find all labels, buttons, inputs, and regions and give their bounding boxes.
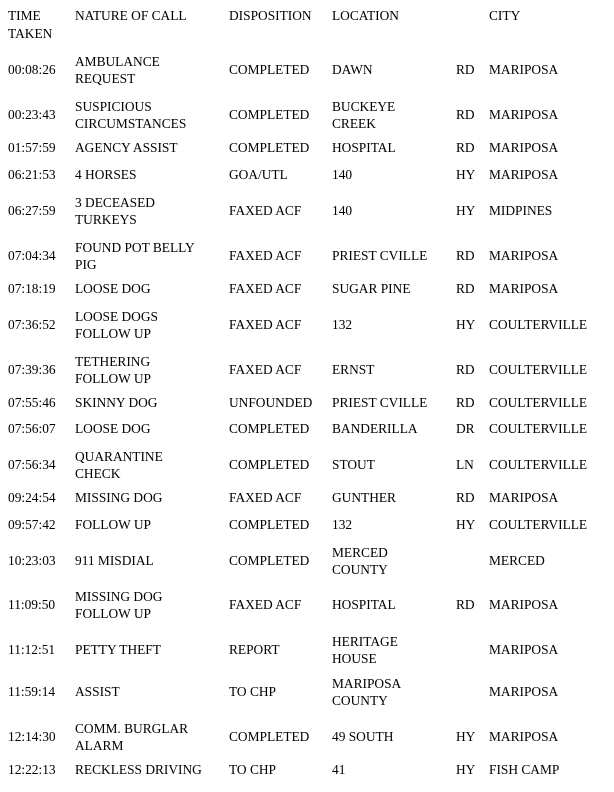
city-cell: MARIPOSA [489, 167, 559, 183]
location-line: HOSPITAL [332, 140, 396, 156]
nature-cell [75, 674, 227, 710]
header-row [0, 7, 614, 43]
location-cell [332, 719, 454, 755]
city-cell: COULTERVILLE [489, 421, 588, 437]
table-row [0, 516, 614, 534]
nature-cell [75, 238, 227, 274]
table-row [0, 139, 614, 157]
street-type-cell: RD [456, 248, 475, 264]
location-line: BANDERILLA [332, 421, 418, 437]
nature-line: LOOSE DOG [75, 421, 151, 437]
location-line: 41 [332, 762, 346, 778]
city-cell: MARIPOSA [489, 140, 559, 156]
location-line: COUNTY [332, 693, 388, 708]
disposition-cell: COMPLETED [229, 517, 310, 533]
street-type-cell: HY [456, 762, 476, 778]
table-row [0, 166, 614, 184]
time-cell: 09:24:54 [8, 490, 56, 506]
time-cell: 09:57:42 [8, 517, 56, 533]
location-line: BUCKEYE [332, 98, 396, 114]
nature-line: 911 MISDIAL [75, 553, 154, 569]
location-cell [332, 52, 454, 88]
nature-cell [75, 761, 227, 779]
location-cell [332, 587, 454, 623]
nature-cell [75, 447, 227, 483]
street-type-cell: DR [456, 421, 475, 437]
header-location: LOCATION [332, 8, 399, 23]
street-type-cell: RD [456, 281, 475, 297]
nature-line: FOLLOW UP [75, 326, 152, 341]
street-type-cell [456, 674, 488, 710]
header-city: CITY [489, 8, 521, 23]
time-cell: 12:22:13 [8, 762, 56, 778]
location-cell [332, 166, 454, 184]
city-cell: MARIPOSA [489, 597, 559, 613]
location-line: 140 [332, 203, 353, 219]
city-cell: COULTERVILLE [489, 362, 588, 378]
nature-cell [75, 543, 227, 579]
street-type-cell [456, 543, 488, 579]
nature-cell [75, 489, 227, 507]
location-cell [332, 420, 454, 438]
disposition-cell: FAXED ACF [229, 248, 302, 264]
nature-line: QUARANTINE [75, 448, 163, 464]
header-nature-of-call: NATURE OF CALL [75, 8, 187, 23]
nature-cell [75, 280, 227, 298]
location-line: CREEK [332, 116, 376, 131]
location-line: 132 [332, 317, 353, 333]
disposition-cell: FAXED ACF [229, 317, 302, 333]
nature-line: COMM. BURGLAR [75, 720, 189, 736]
location-line: GUNTHER [332, 490, 396, 506]
street-type-cell: HY [456, 203, 476, 219]
location-line: PRIEST CVILLE [332, 395, 428, 411]
nature-line: MISSING DOG [75, 588, 163, 604]
disposition-cell: COMPLETED [229, 553, 310, 569]
nature-line: PETTY THEFT [75, 642, 161, 658]
nature-cell [75, 719, 227, 755]
nature-cell [75, 420, 227, 438]
nature-line: AMBULANCE [75, 53, 160, 69]
street-type-cell: RD [456, 490, 475, 506]
header-time-line2: TAKEN [8, 25, 53, 41]
city-cell: MARIPOSA [489, 729, 559, 745]
nature-line: SKINNY DOG [75, 395, 158, 411]
city-cell: MIDPINES [489, 203, 553, 219]
city-cell: MERCED [489, 553, 545, 569]
nature-line: FOLLOW UP [75, 606, 152, 621]
table-row [0, 489, 614, 507]
nature-line: ALARM [75, 738, 124, 753]
location-line: PRIEST CVILLE [332, 248, 428, 264]
disposition-cell: COMPLETED [229, 421, 310, 437]
table-row [0, 352, 614, 388]
header-time-line1: TIME [8, 8, 41, 23]
disposition-cell: FAXED ACF [229, 597, 302, 613]
time-cell: 01:57:59 [8, 140, 56, 156]
nature-cell [75, 97, 227, 133]
location-cell [332, 307, 454, 343]
location-line: SUGAR PINE [332, 281, 411, 297]
location-cell [332, 139, 454, 157]
table-row [0, 674, 614, 710]
disposition-cell: COMPLETED [229, 107, 310, 123]
table-row [0, 238, 614, 274]
city-cell: MARIPOSA [489, 281, 559, 297]
time-cell: 07:55:46 [8, 395, 56, 411]
nature-cell [75, 632, 227, 668]
city-cell: MARIPOSA [489, 684, 559, 700]
city-cell: FISH CAMP [489, 762, 560, 778]
city-cell: MARIPOSA [489, 107, 559, 123]
header-disposition: DISPOSITION [229, 8, 312, 23]
nature-cell [75, 52, 227, 88]
nature-line: CHECK [75, 466, 121, 481]
nature-cell [75, 307, 227, 343]
city-cell: COULTERVILLE [489, 517, 588, 533]
location-cell [332, 280, 454, 298]
disposition-cell: FAXED ACF [229, 203, 302, 219]
city-cell: MARIPOSA [489, 248, 559, 264]
city-cell: COULTERVILLE [489, 457, 588, 473]
city-cell: MARIPOSA [489, 62, 559, 78]
location-cell [332, 761, 454, 779]
disposition-cell: TO CHP [229, 762, 277, 778]
disposition-cell: COMPLETED [229, 729, 310, 745]
street-type-cell: RD [456, 362, 475, 378]
city-cell: COULTERVILLE [489, 395, 588, 411]
table-row [0, 719, 614, 755]
nature-line: CIRCUMSTANCES [75, 116, 187, 131]
table-row [0, 280, 614, 298]
location-line: COUNTY [332, 562, 388, 577]
location-cell [332, 238, 454, 274]
nature-cell [75, 193, 227, 229]
time-cell: 11:12:51 [8, 642, 56, 658]
table-row [0, 394, 614, 412]
street-type-cell: RD [456, 395, 475, 411]
table-row [0, 761, 614, 779]
table-row [0, 587, 614, 623]
city-cell: COULTERVILLE [489, 317, 588, 333]
location-cell [332, 447, 454, 483]
street-type-cell [456, 632, 488, 668]
street-type-cell: HY [456, 167, 476, 183]
location-cell [332, 489, 454, 507]
location-cell [332, 352, 454, 388]
table-row [0, 307, 614, 343]
disposition-cell: FAXED ACF [229, 490, 302, 506]
location-line: HERITAGE [332, 633, 398, 649]
nature-line: 3 DECEASED [75, 194, 155, 210]
nature-line: 4 HORSES [75, 167, 137, 183]
street-type-cell: RD [456, 140, 475, 156]
street-type-cell: RD [456, 597, 475, 613]
nature-cell [75, 516, 227, 534]
location-line: STOUT [332, 457, 375, 473]
nature-cell [75, 166, 227, 184]
table-row [0, 52, 614, 88]
table-row [0, 447, 614, 483]
nature-cell [75, 587, 227, 623]
location-cell [332, 394, 454, 412]
location-line: MERCED [332, 544, 388, 560]
disposition-cell: TO CHP [229, 684, 277, 700]
location-line: 49 SOUTH [332, 729, 394, 745]
time-cell: 06:21:53 [8, 167, 56, 183]
location-line: ERNST [332, 362, 375, 378]
city-cell: MARIPOSA [489, 642, 559, 658]
city-cell: MARIPOSA [489, 490, 559, 506]
table-row [0, 632, 614, 668]
time-cell: 00:23:43 [8, 107, 56, 123]
time-cell: 00:08:26 [8, 62, 56, 78]
disposition-cell: UNFOUNDED [229, 395, 313, 411]
nature-line: FOLLOW UP [75, 371, 152, 386]
nature-line: LOOSE DOG [75, 281, 151, 297]
location-cell [332, 543, 454, 579]
time-cell: 11:59:14 [8, 684, 56, 700]
nature-cell [75, 352, 227, 388]
time-cell: 07:36:52 [8, 317, 56, 333]
location-line: 140 [332, 167, 353, 183]
nature-line: FOUND POT BELLY [75, 239, 195, 255]
street-type-cell: RD [456, 107, 475, 123]
location-cell [332, 193, 454, 229]
nature-line: TETHERING [75, 353, 151, 369]
table-row [0, 543, 614, 579]
disposition-cell: COMPLETED [229, 457, 310, 473]
disposition-cell: COMPLETED [229, 62, 310, 78]
street-type-cell: HY [456, 517, 476, 533]
nature-cell [75, 139, 227, 157]
time-cell: 07:39:36 [8, 362, 56, 378]
nature-line: MISSING DOG [75, 490, 163, 506]
location-line: HOSPITAL [332, 597, 396, 613]
nature-line: RECKLESS DRIVING [75, 762, 202, 778]
disposition-cell: FAXED ACF [229, 281, 302, 297]
disposition-cell: REPORT [229, 642, 280, 658]
table-row [0, 97, 614, 133]
location-cell [332, 674, 454, 710]
header-time-taken [8, 7, 74, 43]
time-cell: 07:56:34 [8, 457, 56, 473]
time-cell: 07:18:19 [8, 281, 56, 297]
disposition-cell: GOA/UTL [229, 167, 288, 183]
location-cell [332, 97, 454, 133]
nature-cell [75, 394, 227, 412]
street-type-cell: HY [456, 317, 476, 333]
nature-line: LOOSE DOGS [75, 308, 158, 324]
nature-line: TURKEYS [75, 212, 137, 227]
street-type-cell: HY [456, 729, 476, 745]
time-cell: 11:09:50 [8, 597, 56, 613]
time-cell: 12:14:30 [8, 729, 56, 745]
time-cell: 10:23:03 [8, 553, 56, 569]
nature-line: PIG [75, 257, 97, 272]
table-row [0, 193, 614, 229]
location-cell [332, 516, 454, 534]
disposition-cell: FAXED ACF [229, 362, 302, 378]
time-cell: 07:56:07 [8, 421, 56, 437]
location-line: MARIPOSA [332, 675, 402, 691]
time-cell: 07:04:34 [8, 248, 56, 264]
location-cell [332, 632, 454, 668]
location-line: DAWN [332, 62, 373, 78]
nature-line: SUSPICIOUS [75, 98, 152, 114]
street-type-cell: LN [456, 457, 474, 473]
nature-line: REQUEST [75, 71, 136, 86]
disposition-cell: COMPLETED [229, 140, 310, 156]
location-line: HOUSE [332, 651, 377, 666]
nature-line: AGENCY ASSIST [75, 140, 178, 156]
table-row [0, 420, 614, 438]
location-line: 132 [332, 517, 353, 533]
time-cell: 06:27:59 [8, 203, 56, 219]
nature-line: ASSIST [75, 684, 120, 700]
nature-line: FOLLOW UP [75, 517, 152, 533]
street-type-cell: RD [456, 62, 475, 78]
